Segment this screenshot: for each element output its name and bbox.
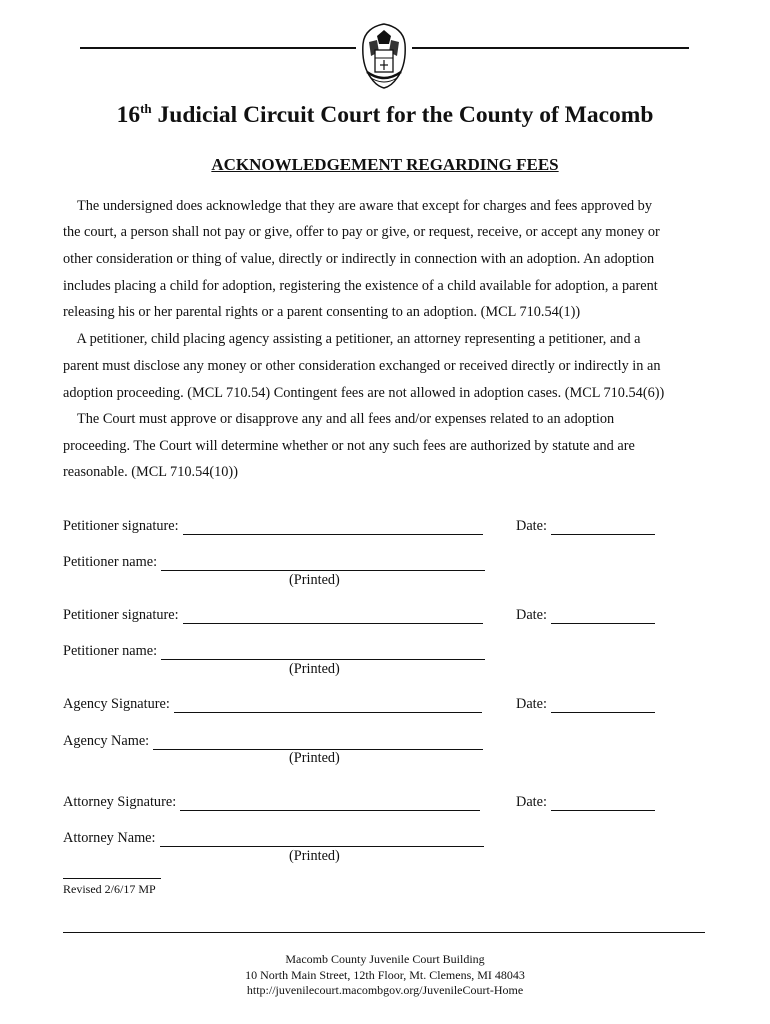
footer-url[interactable]: http://juvenilecourt.macombgov.org/JuvenileCourt-Home: [246, 983, 524, 997]
header-rule-right: [412, 47, 689, 49]
court-title: 16th Judicial Circuit Court for the County of Macomb: [116, 101, 654, 128]
petitioner-date-field-1[interactable]: Date:: [516, 518, 655, 535]
revision-note: Revised 2/6/17 MP: [63, 882, 156, 896]
petitioner-signature-field-1[interactable]: Petitioner signature:: [63, 518, 483, 535]
revision-rule: [63, 878, 161, 879]
header-rule-left: [80, 47, 356, 49]
petitioner-signature-field-2[interactable]: Petitioner signature:: [63, 607, 483, 624]
paragraph-line: parent must disclose any money or other consideration exchanged or received directly or indirectly in an: [63, 358, 661, 374]
paragraph-line: A petitioner, child placing agency assisting a petitioner, an attorney representing a petitioner, and a: [63, 331, 641, 347]
petitioner-name-field-1[interactable]: Petitioner name:: [63, 554, 485, 571]
agency-signature-field[interactable]: Agency Signature:: [63, 696, 482, 713]
printed-note: (Printed): [289, 750, 340, 766]
paragraph-line: The undersigned does acknowledge that they are aware that except for charges and fees approved by: [63, 198, 652, 214]
paragraph-line: includes placing a child for adoption, registering the existence of a child available for adoption, a parent: [63, 278, 658, 294]
court-title-ordinal: th: [140, 101, 152, 116]
paragraph-line: The Court must approve or disapprove any and all fees and/or expenses related to an adoption: [63, 411, 615, 427]
agency-name-field[interactable]: Agency Name:: [63, 733, 483, 750]
paragraph-line: adoption proceeding. (MCL 710.54) Contingent fees are not allowed in adoption cases. (MCL 710.54(6)): [63, 385, 665, 401]
michigan-state-seal-icon: [357, 22, 411, 90]
paragraph-line: reasonable. (MCL 710.54(10)): [63, 464, 238, 480]
footer-address: 10 North Main Street, 12th Floor, Mt. Clemens, MI 48043: [245, 968, 525, 982]
printed-note: (Printed): [289, 661, 340, 677]
paragraph-line: the court, a person shall not pay or give, offer to pay or give, or request, receive, or accept any money or: [63, 224, 660, 240]
paragraph-line: proceeding. The Court will determine whether or not any such fees are authorized by statute and are: [63, 438, 635, 454]
printed-note: (Printed): [289, 848, 340, 864]
footer-building: Macomb County Juvenile Court Building: [285, 952, 485, 966]
paragraph-line: other consideration or thing of value, directly or indirectly in connection with an adoption. An adoption: [63, 251, 655, 267]
attorney-date-field[interactable]: Date:: [516, 794, 655, 811]
attorney-name-field[interactable]: Attorney Name:: [63, 830, 484, 847]
petitioner-date-field-2[interactable]: Date:: [516, 607, 655, 624]
petitioner-name-field-2[interactable]: Petitioner name:: [63, 643, 485, 660]
attorney-signature-field[interactable]: Attorney Signature:: [63, 794, 480, 811]
document-title: ACKNOWLEDGEMENT REGARDING FEES: [211, 155, 559, 174]
printed-note: (Printed): [289, 572, 340, 588]
footer-rule: [63, 932, 705, 933]
paragraph-line: releasing his or her parental rights or a parent consenting to an adoption. (MCL 710.54(1)): [63, 304, 581, 320]
agency-date-field[interactable]: Date:: [516, 696, 655, 713]
